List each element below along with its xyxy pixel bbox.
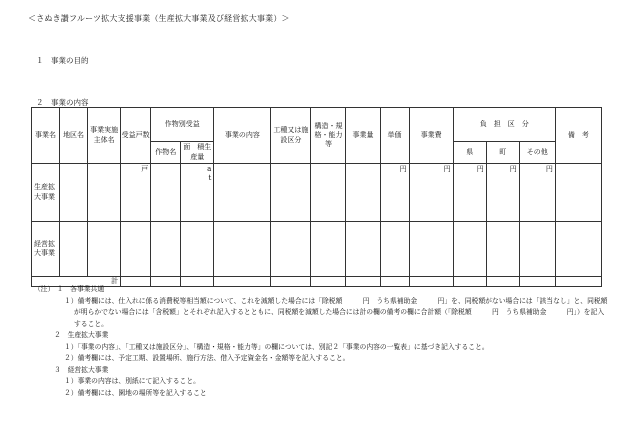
- header-content: 事業の内容: [214, 108, 271, 164]
- cell-area-name[interactable]: [60, 222, 88, 277]
- note-management-1: １）事業の内容は、別紙にて記入すること。: [64, 377, 200, 385]
- cell-remarks[interactable]: [555, 164, 601, 222]
- section-content: ２ 事業の内容: [36, 98, 89, 107]
- header-quantity: 事業量: [346, 108, 380, 164]
- header-prefecture: 県: [453, 142, 486, 164]
- note-common: [34, 284, 609, 296]
- cell-crop-area[interactable]: [181, 164, 214, 222]
- cell-area-name[interactable]: [60, 164, 88, 222]
- header-crop-area: 面 積生産量: [181, 142, 214, 164]
- cell-structure[interactable]: [311, 164, 346, 222]
- unit-town: 円: [509, 165, 517, 173]
- header-beneficiary: 受益戸数: [121, 108, 151, 164]
- row-label-production: 生産拡大事業: [32, 164, 60, 222]
- cell-content[interactable]: [214, 164, 271, 222]
- cell-crop-name[interactable]: [151, 222, 181, 277]
- unit-area-t: t: [208, 174, 212, 183]
- note-production-1: １）「事業の内容」、「工種又は施設区分」、「構造・規格・能力等」の欄については、別記２「事業の内容の一覧表」に基づき記入すること。: [64, 342, 489, 351]
- cell-implementer[interactable]: [88, 222, 121, 277]
- header-area-name: 地区名: [60, 108, 88, 164]
- unit-households: 戸: [141, 165, 149, 173]
- header-crop-group: 作物別受益: [151, 108, 214, 142]
- header-crop-name: 作物名: [151, 142, 181, 164]
- cell-town[interactable]: [486, 222, 519, 277]
- cell-cost[interactable]: [409, 222, 453, 277]
- cell-unit-price[interactable]: [380, 164, 409, 222]
- cell-town[interactable]: [486, 164, 519, 222]
- header-remarks: 備 考: [555, 108, 601, 164]
- cell-households[interactable]: [121, 222, 151, 277]
- unit-prefecture: 円: [476, 165, 484, 173]
- row-label-management: 経営拡大事業: [32, 222, 60, 277]
- note-management-2: ２）備考欄には、園地の場所等を記入すること: [64, 388, 207, 397]
- header-work-type: 工種又は施設区分: [271, 108, 311, 164]
- notes-marker: （注）: [34, 285, 55, 293]
- cell-content[interactable]: [214, 222, 271, 277]
- note-heading-production: ２ 生産拡大事業: [54, 331, 109, 339]
- cell-work-type[interactable]: [271, 164, 311, 222]
- header-project-name: 事業名: [32, 108, 60, 164]
- cell-other[interactable]: [519, 164, 555, 222]
- unit-area-a: a: [207, 165, 212, 173]
- cell-implementer[interactable]: [88, 164, 121, 222]
- header-implementer: 事業実施主体名: [88, 108, 121, 164]
- header-other: その他: [519, 142, 555, 164]
- cell-crop-name[interactable]: [151, 164, 181, 222]
- notes-section: [34, 284, 609, 399]
- cell-crop-area[interactable]: [181, 222, 214, 277]
- note-heading-management: ３ 経営拡大事業: [54, 365, 109, 374]
- cell-quantity[interactable]: [346, 222, 380, 277]
- header-burden-group: 負 担 区 分: [453, 108, 555, 142]
- header-cost: 事業費: [409, 108, 453, 164]
- cell-work-type[interactable]: [271, 222, 311, 277]
- header-town: 町: [486, 142, 519, 164]
- header-unit-price: 単価: [380, 108, 409, 164]
- cell-structure[interactable]: [311, 222, 346, 277]
- unit-other: 円: [545, 165, 553, 173]
- project-table: [31, 107, 602, 287]
- cell-unit-price[interactable]: [380, 222, 409, 277]
- table-row-management: [32, 222, 602, 277]
- unit-cost: 円: [443, 165, 451, 173]
- cell-quantity[interactable]: [346, 164, 380, 222]
- note-production-2: ２）備考欄には、予定工期、設置場所、施行方法、借入予定資金名・金額等を記入すること。: [64, 354, 350, 362]
- table-row-production: [32, 164, 602, 222]
- form-title: ＜さぬき讃フルーツ拡大支援事業（生産拡大事業及び経営拡大事業）＞: [28, 14, 290, 23]
- cell-cost[interactable]: [409, 164, 453, 222]
- cell-households[interactable]: [121, 164, 151, 222]
- cell-other[interactable]: [519, 222, 555, 277]
- unit-price: 円: [399, 165, 407, 173]
- total-label: 計: [32, 277, 121, 287]
- header-structure: 構造・規格・能力等: [311, 108, 346, 164]
- note-common-1: １）備考欄には、仕入れに係る消費税等相当額について、これを減額した場合には「除税額 円 うち県補助金 円」を、同税額がない場合には「該当なし」と、同税額が明らかでない場合には「含税額」とそれぞれ記入するとともに、同税額を減額した場合には計の欄の備考の欄に合計額（「除税額 円 うち県補助金 円」）を記入すること。: [64, 296, 608, 328]
- note-heading-common: １ 各事業共通: [56, 285, 105, 293]
- cell-remarks[interactable]: [555, 222, 601, 277]
- section-purpose: １ 事業の目的: [36, 56, 89, 65]
- cell-prefecture[interactable]: [453, 222, 486, 277]
- cell-prefecture[interactable]: [453, 164, 486, 222]
